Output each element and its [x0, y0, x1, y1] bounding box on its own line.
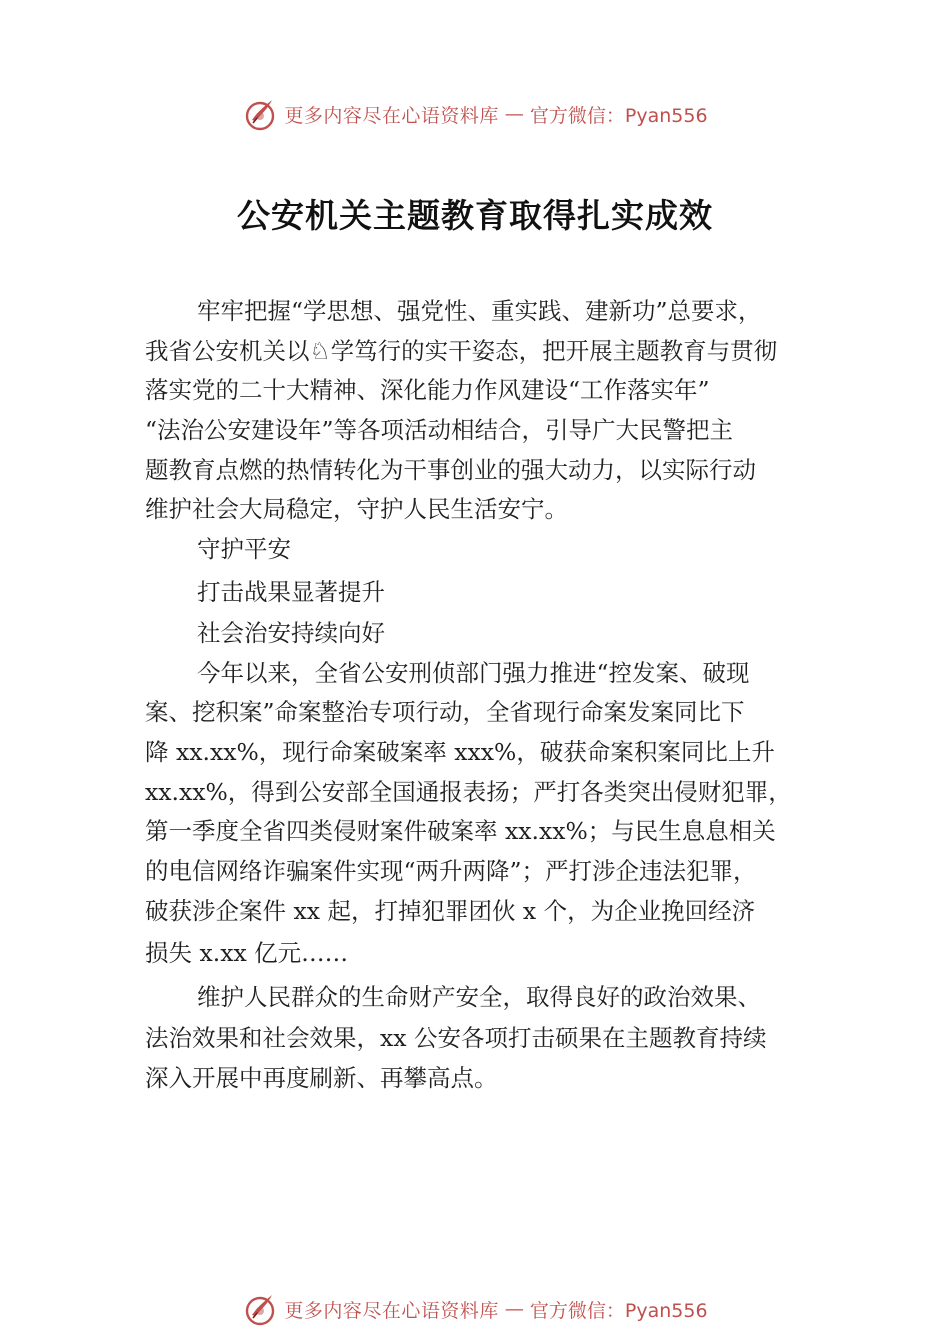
paragraph-line: xx.xx%，得到公安部全国通报表扬；严打各类突出侵财犯罪， [145, 777, 792, 806]
paragraph-line: 题教育点燃的热情转化为干事创业的强大动力，以实际行动 [145, 455, 756, 484]
paragraph-line: 的电信网络诈骗案件实现“两升两降”；严打涉企违法犯罪， [145, 856, 757, 885]
paragraph-line: 今年以来，全省公安刑侦部门强力推进“控发案、破现 [197, 658, 750, 687]
paragraph-line: 法治效果和社会效果，xx 公安各项打击硕果在主题教育持续 [145, 1024, 767, 1053]
paragraph-line: 牢牢把握“学思想、强党性、重实践、建新功”总要求， [197, 297, 762, 325]
footer-banner-separator: — [504, 1298, 524, 1320]
paragraph-line: “法治公安建设年”等各项活动相结合，引导广大民警把主 [145, 416, 734, 445]
quill-logo-icon [242, 1291, 278, 1327]
footer-wechat-id: 官方微信：Pyan556 [529, 1299, 708, 1322]
footer-banner-text: 更多内容尽在心语资料库 [284, 1299, 499, 1322]
header-banner [0, 92, 950, 136]
footer-banner [0, 1287, 950, 1331]
paragraph-line: 维护社会大局稳定，守护人民生活安宁。 [145, 495, 568, 524]
paragraph-line: 损失 x.xx 亿元…… [145, 939, 349, 968]
header-banner-separator: — [504, 103, 524, 125]
quill-logo-icon [242, 96, 278, 132]
section-heading: 守护平安 [197, 535, 291, 564]
paragraph-line: 深入开展中再度刷新、再攀高点。 [145, 1064, 498, 1092]
paragraph-line: 案、挖积案”命案整治专项行动，全省现行命案发案同比下 [145, 698, 745, 727]
section-subheading: 打击战果显著提升 [197, 577, 385, 606]
paragraph-line: 降 xx.xx%，现行命案破案率 xxx%，破获命案积案同比上升 [145, 737, 775, 766]
page-title: 公安机关主题教育取得扎实成效 [237, 196, 713, 235]
paragraph-line: 落实党的二十大精神、深化能力作风建设“工作落实年” [145, 376, 710, 405]
section-subheading: 社会治安持续向好 [197, 618, 385, 647]
paragraph-line: 破获涉企案件 xx 起，打掉犯罪团伙 x 个，为企业挽回经济 [145, 896, 756, 925]
paragraph-line: 第一季度全省四类侵财案件破案率 xx.xx%；与民生息息相关 [145, 817, 776, 846]
header-wechat-id: 官方微信：Pyan556 [529, 104, 708, 127]
paragraph-line: 维护人民群众的生命财产安全，取得良好的政治效果、 [197, 983, 761, 1012]
document-body [145, 292, 813, 1099]
paragraph-line: 我省公安机关以♘学笃行的实干姿态，把开展主题教育与贯彻 [145, 336, 778, 365]
header-banner-text: 更多内容尽在心语资料库 [284, 104, 499, 127]
